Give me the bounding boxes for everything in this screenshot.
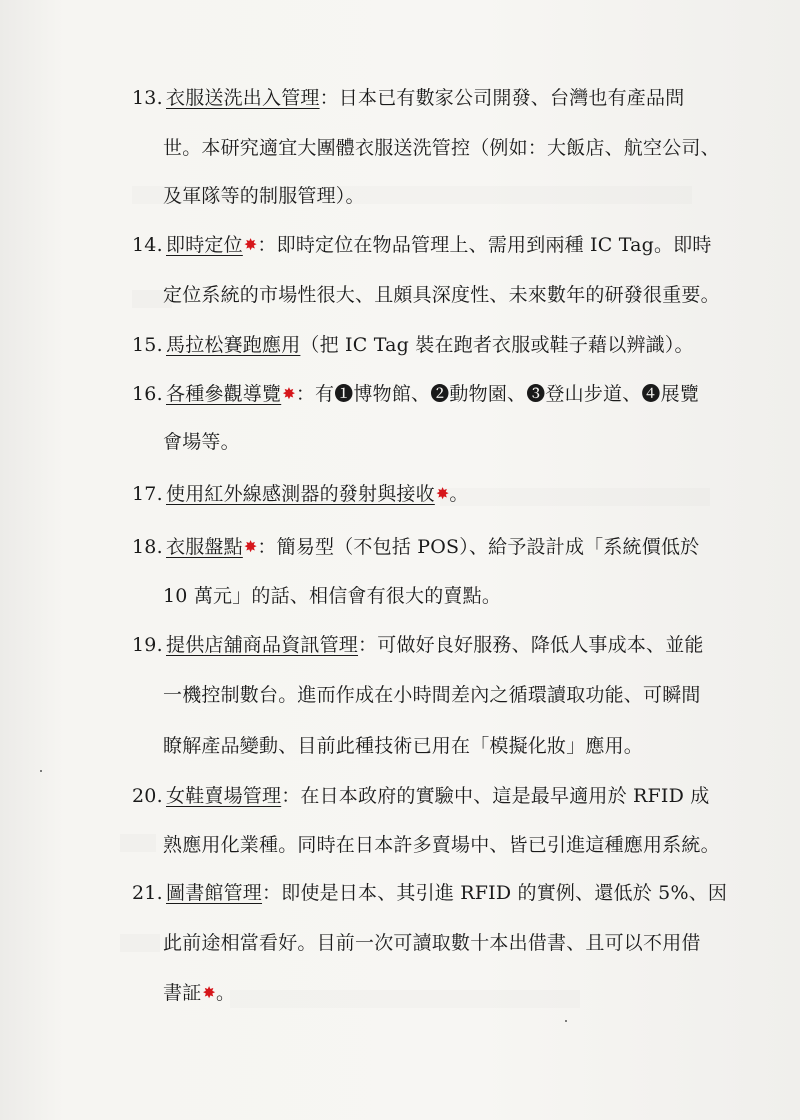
item-number: 19. [132, 634, 163, 656]
scan-speck [565, 1020, 567, 1022]
item-text: 熟應用化業種。同時在日本許多賣場中、皆已引進這種應用系統。 [163, 834, 720, 856]
item-text: 會場等。 [163, 431, 240, 453]
item-text: 此前途相當看好。目前一次可讀取數十本出借書、且可以不用借 [163, 932, 701, 954]
show-through-artifact [120, 834, 156, 852]
item-text: ：日本已有數家公司開發、台灣也有產品問 [319, 87, 685, 109]
item-text: ：在日本政府的實驗中、這是最早適用於 RFID 成 [281, 785, 710, 807]
red-star-icon: ✸ [243, 235, 258, 254]
red-star-icon: ✸ [202, 983, 217, 1002]
item-title: 女鞋賣場管理 [166, 785, 282, 807]
red-star-icon: ✸ [243, 537, 258, 556]
item-number: 20. [132, 785, 163, 807]
item-text: ：可做好良好服務、降低人事成本、並能 [358, 634, 704, 656]
red-star-icon: ✸ [282, 384, 296, 403]
item-title: 使用紅外線感測器的發射與接收 [166, 483, 435, 505]
item-text: 定位系統的市場性很大、且頗具深度性、未來數年的研發很重要。 [163, 284, 720, 306]
item-number: 18. [132, 536, 163, 558]
item-title: 衣服盤點 [166, 536, 243, 558]
item-number: 17. [132, 483, 163, 505]
item-text: ：即使是日本、其引進 RFID 的實例、還低於 5%、因 [262, 882, 728, 904]
item-text: 瞭解產品變動、目前此種技術已用在「模擬化妝」應用。 [163, 735, 644, 757]
red-star-icon: ✸ [435, 484, 450, 503]
item-text: 世。本研究適宜大團體衣服送洗管控（例如：大飯店、航空公司、 [163, 137, 720, 159]
show-through-artifact [230, 990, 580, 1008]
item-title: 即時定位 [166, 234, 243, 256]
item-number: 16. [132, 383, 163, 405]
item-text: 及軍隊等的制服管理）。 [163, 185, 365, 207]
item-number: 21. [132, 882, 163, 904]
item-number: 14. [132, 234, 163, 256]
item-title: 圖書館管理 [166, 882, 263, 904]
show-through-artifact [120, 934, 160, 952]
item-title: 衣服送洗出入管理 [166, 87, 320, 109]
scan-speck [40, 770, 42, 772]
item-text: 。 [216, 982, 236, 1004]
item-text: （把 IC Tag 裝在跑者衣服或鞋子藉以辨識）。 [300, 334, 694, 356]
item-title: 各種參觀導覽 [166, 383, 282, 405]
item-text: ：簡易型（不包括 POS）、給予設計成「系統價低於 [257, 536, 700, 558]
item-number: 15. [132, 334, 163, 356]
item-text: 。 [449, 483, 469, 505]
item-title: 馬拉松賽跑應用 [166, 334, 301, 356]
item-text: 書証 [163, 982, 202, 1004]
item-number: 13. [132, 87, 163, 109]
item-text: 10 萬元」的話、相信會有很大的賣點。 [163, 585, 502, 607]
show-through-artifact [440, 488, 710, 506]
item-text: ：有❶博物館、❷動物園、❸登山步道、❹展覽 [295, 383, 700, 405]
item-title: 提供店舖商品資訊管理 [166, 634, 359, 656]
item-text: 一機控制數台。進而作成在小時間差內之循環讀取功能、可瞬間 [163, 684, 701, 706]
item-text: ：即時定位在物品管理上、需用到兩種 IC Tag。即時 [257, 234, 712, 256]
